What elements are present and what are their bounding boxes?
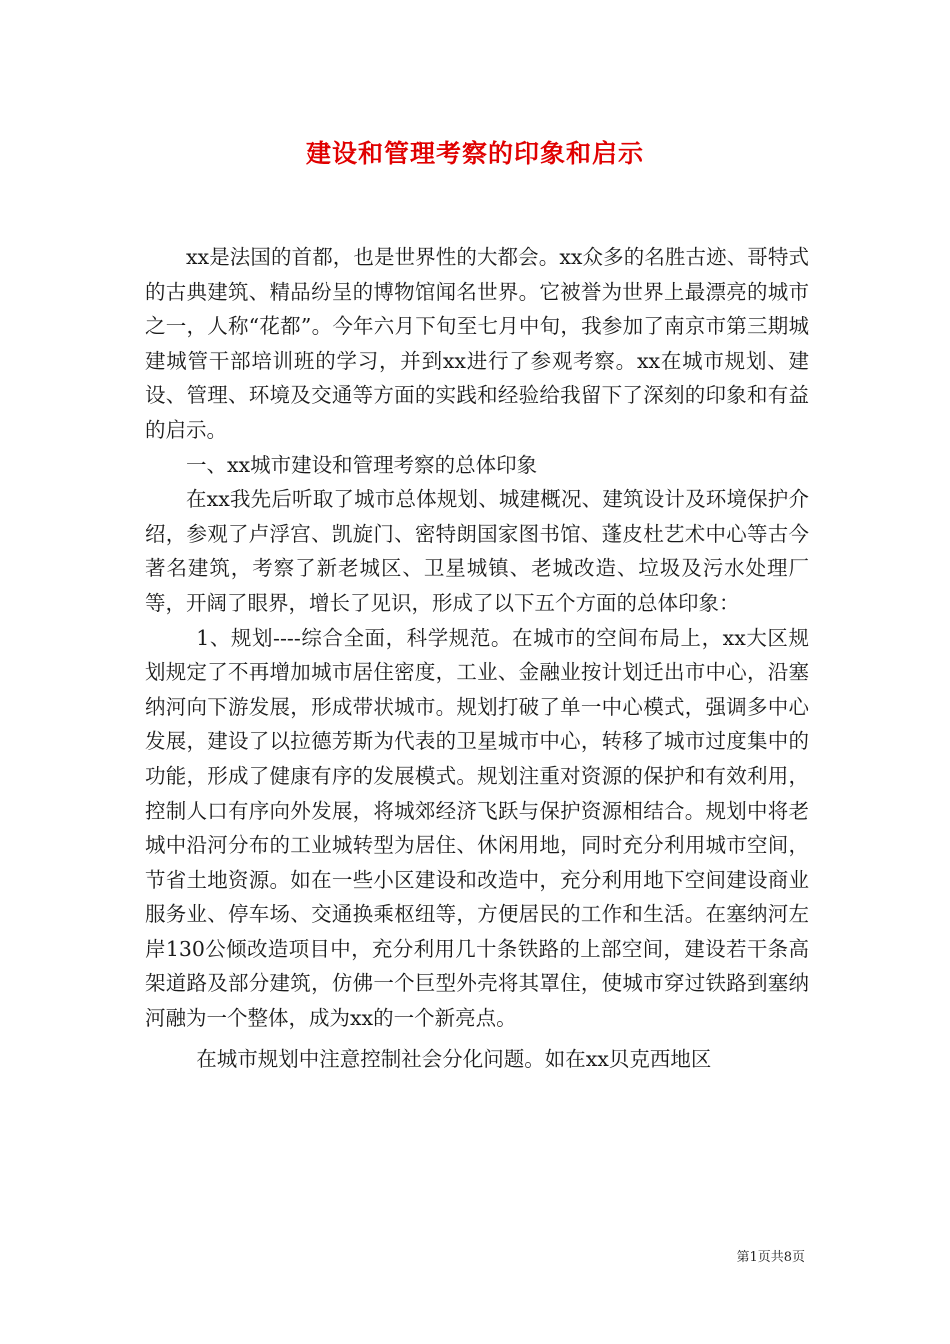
section-heading-1: 一、xx城市建设和管理考察的总体印象 (186, 452, 538, 477)
document-body (145, 240, 809, 1076)
paragraph-social: 在城市规划中注意控制社会分化问题。如在xx贝克西地区 (196, 1046, 712, 1071)
page-number: 第1页共8页 (736, 1250, 805, 1265)
document-title: 建设和管理考察的印象和启示 (305, 139, 644, 168)
paragraph-planning: 1、规划----综合全面，科学规范。在城市的空间布局上，xx大区规划规定了不再增加城市居住密度，工业、金融业按计划迁出市中心，沿塞纳河向下游发展，形成带状城市。规划打破了单一中心模式，强调多中心发展，建设了以拉德芳斯为代表的卫星城市中心，转移了城市过度集中的功能，形成了健康有序的发展模式。规划注重对资源的保护和有效利用，控制人口有序向外发展，将城郊经济飞跃与保护资源相结合。规划中将老城中沿河分布的工业城转型为居住、休闲用地，同时充分利用城市空间，节省土地资源。如在一些小区建设和改造中，充分利用地下空间建设商业服务业、停车场、交通换乘枢纽等，方便居民的工作和生活。在塞纳河左岸130公倾改造项目中，充分利用几十条铁路的上部空间，建设若干条高架道路及部分建筑，仿佛一个巨型外壳将其罩住，使城市穿过铁路到塞纳河融为一个整体，成为xx的一个新亮点。 (145, 625, 809, 1031)
paragraph-overview: 在xx我先后听取了城市总体规划、城建概况、建筑设计及环境保护介绍，参观了卢浮宫、凯旋门、密特朗国家图书馆、蓬皮杜艺术中心等古今著名建筑，考察了新老城区、卫星城镇、老城改造、垃圾及污水处理厂等，开阔了眼界，增长了见识，形成了以下五个方面的总体印象： (145, 487, 809, 615)
paragraph-intro: xx是法国的首都，也是世界性的大都会。xx众多的名胜古迹、哥特式的古典建筑、精品纷呈的博物馆闻名世界。它被誉为世界上最漂亮的城市之一，人称“花都”。今年六月下旬至七月中旬，我参加了南京市第三期城建城管干部培训班的学习，并到xx进行了参观考察。xx在城市规划、建设、管理、环境及交通等方面的实践和经验给我留下了深刻的印象和有益的启示。 (145, 245, 809, 442)
